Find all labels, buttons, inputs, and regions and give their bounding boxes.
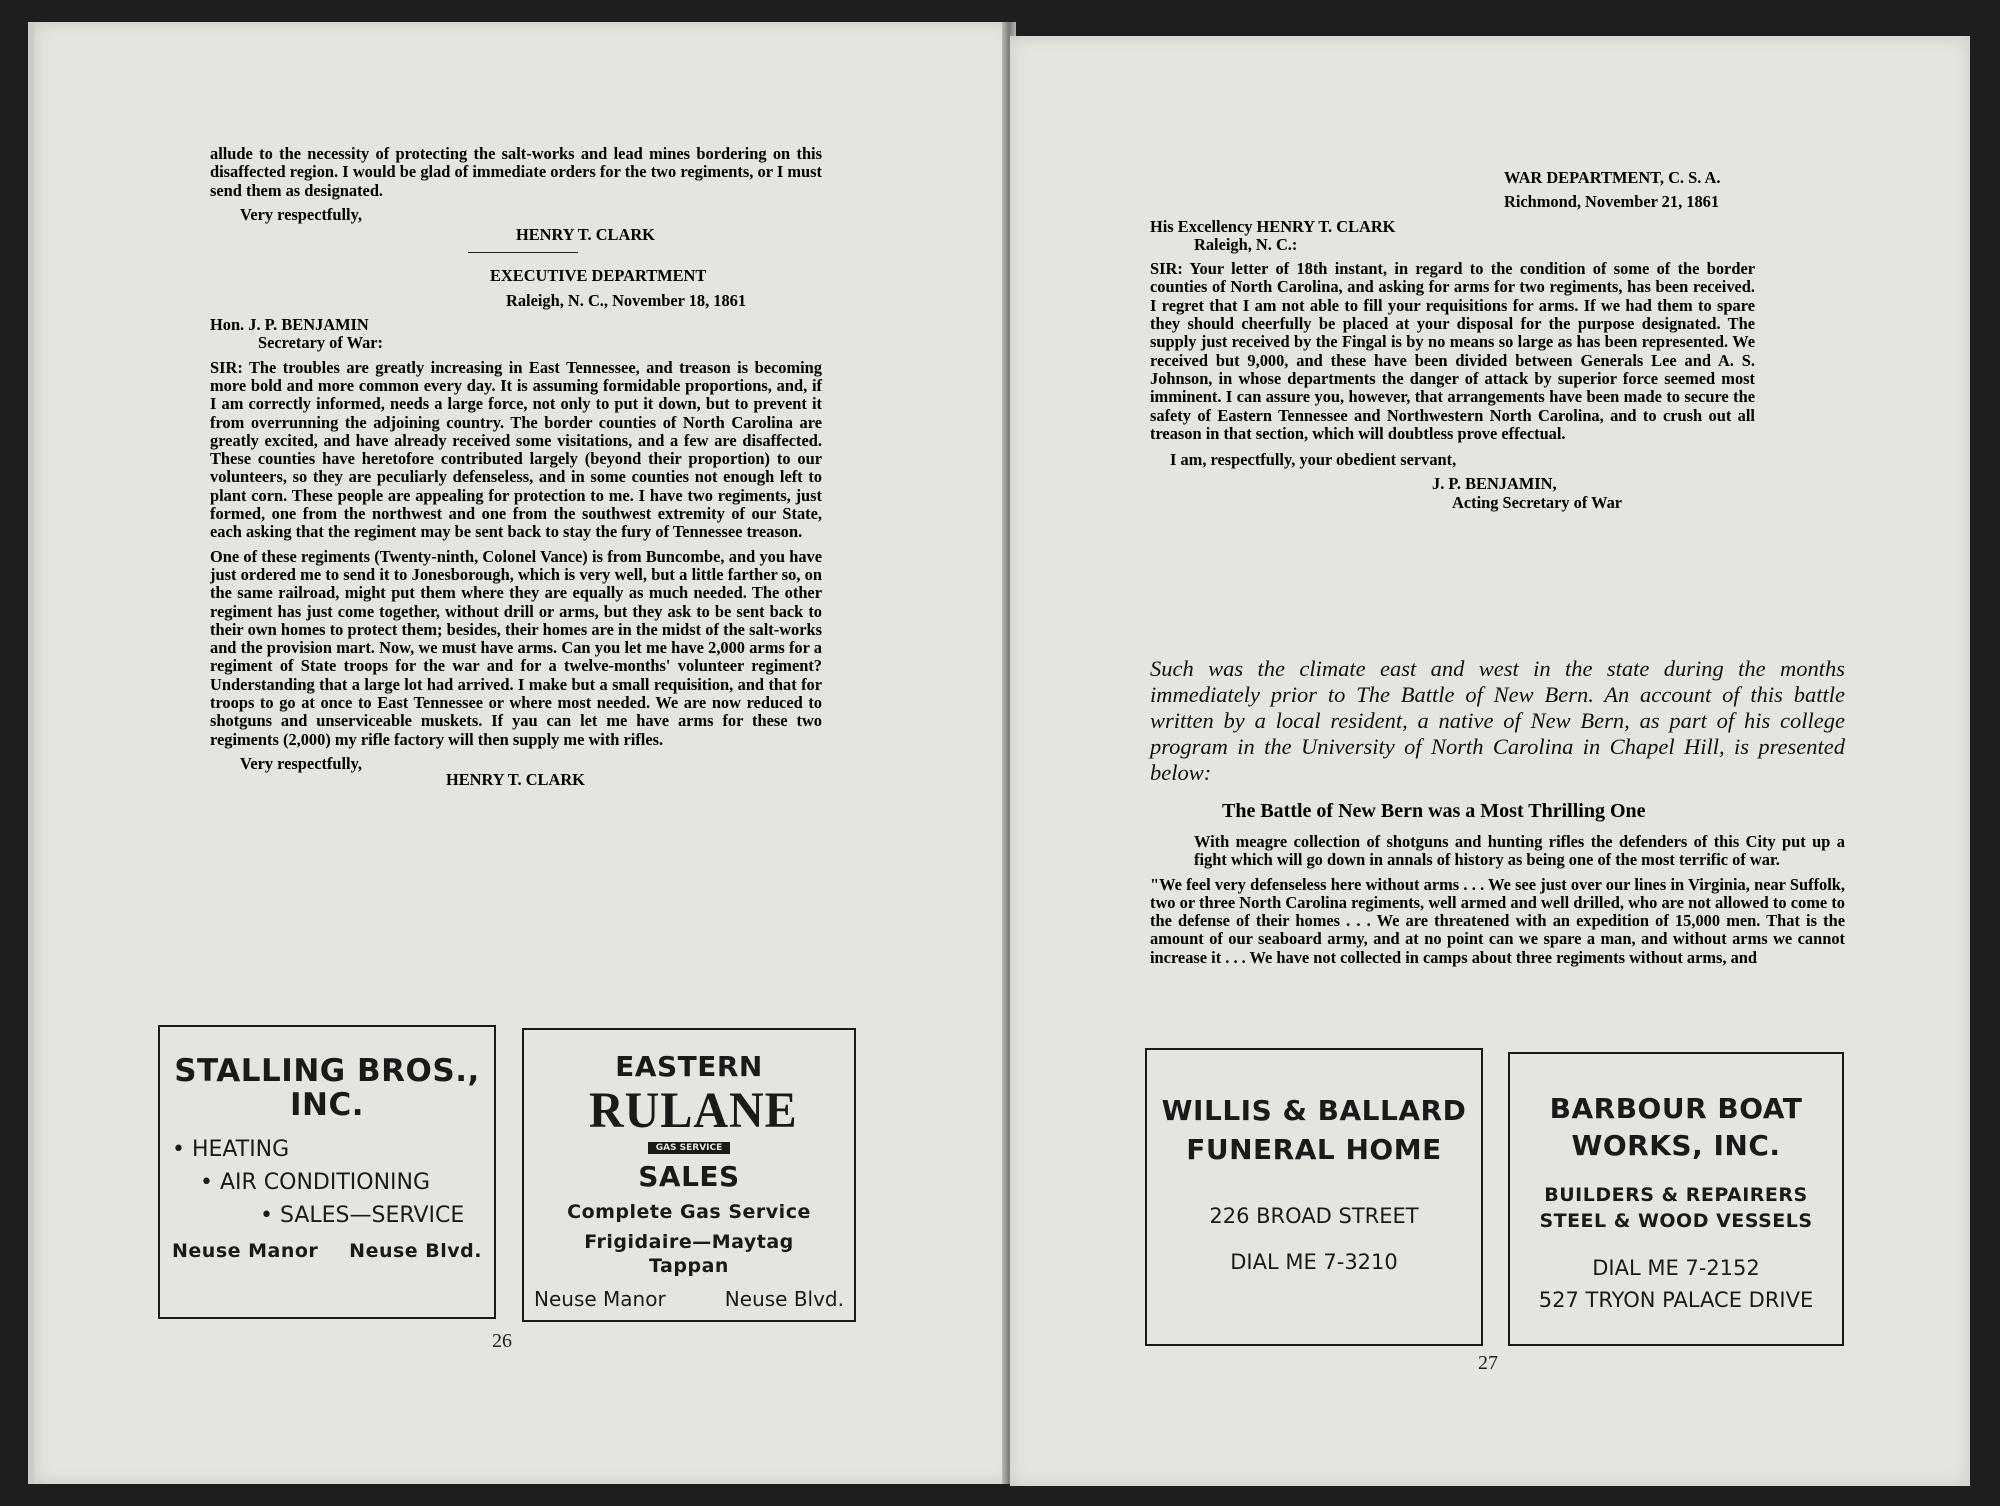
ad-item: • HEATING [172, 1137, 290, 1162]
ad-title: WILLIS & BALLARD [1161, 1094, 1467, 1127]
italic-introduction: Such was the climate east and west in the state during the months immediately prior to The Battle of New Bern. An account of this battle written by a local resident, a native of New Bern, as part of his college program in the University of North Carolina in Chapel Hill, is presented below: [1150, 656, 1845, 785]
page-number-right: 27 [1478, 1352, 1498, 1374]
logo-wordmark: RULANE [589, 1082, 798, 1139]
place-date-line: Richmond, November 21, 1861 [1504, 192, 1720, 212]
ad-line: Frigidaire—Maytag [584, 1231, 794, 1253]
left-text-column [210, 145, 822, 796]
ad-phone: DIAL ME 7-3210 [1230, 1250, 1398, 1274]
ad-line: Complete Gas Service [567, 1201, 811, 1223]
ad-title: STALLING BROS., [174, 1053, 480, 1089]
department-heading: WAR DEPARTMENT, C. S. A. [1504, 168, 1721, 187]
letter-paragraph: One of these regiments (Twenty-ninth, Colonel Vance) is from Buncombe, and you have just ordered me to send it to Jonesborough, which is very well, but a little farther so, on the same railroad, might put them where they are equally as much needed. The other regiment has just come together, without drill or arms, but they ask to be sent back to their own homes to protect them; besides, their homes are in the midst of the salt-works and the provision mart. Now, we must have arms. Can you let me have 2,000 arms for a regiment of State troops for the war and for a twelve-months' volunteer regiment? Understanding that a large lot had arrived. I make but a small requisition, and that for troops to go at once to East Tennessee or where most needed. We are now reduced to shotguns and unserviceable muskets. If yau can let me have arms for these two regiments (2,000) my rifle factory will then supply me with rifles. [210, 546, 822, 749]
divider-rule [468, 252, 578, 253]
ad-location: Neuse Blvd. [724, 1287, 844, 1311]
addressee-title: Secretary of War: [258, 333, 384, 353]
ad-title: FUNERAL HOME [1186, 1133, 1442, 1166]
letter-paragraph: SIR: The troubles are greatly increasing in East Tennessee, and treason is becoming more bold and more common every day. It is assuming formidable proportions, and, if I am correctly informed, needs a large force, not only to put it down, but to prevent it from overrunning the adjoining country. The border counties of North Carolina are greatly excited, and have already received some visitations, and a few are disaffected. These counties have heretofore contributed largely (beyond their proportion) to our volunteers, so they are peculiarly defenseless, and in some counties not enough left to plant corn. These people are appealing for protection to me. I have two regiments, just formed, one from the northwest and one from the southwest extremity of our State, each asking that the regiment may be sent back to stay the fury of Tennessee treason. [210, 357, 822, 542]
ad-stalling-bros [158, 1025, 496, 1319]
signature: HENRY T. CLARK [516, 225, 655, 245]
ad-address: 527 TRYON PALACE DRIVE [1538, 1288, 1814, 1312]
ad-barbour-boat [1508, 1052, 1844, 1346]
place-date-line: Raleigh, N. C., November 18, 1861 [506, 290, 747, 310]
logo-subtext: GAS SERVICE [648, 1142, 731, 1154]
addressee: Hon. J. P. BENJAMIN [210, 315, 369, 335]
signer-title: Acting Secretary of War [1452, 492, 1623, 512]
ad-willis-ballard [1145, 1048, 1483, 1346]
article-heading: The Battle of New Bern was a Most Thrilling One [1222, 800, 1646, 822]
right-text-column [1150, 165, 1846, 518]
closing-line: Very respectfully, [240, 753, 362, 773]
ad-title: INC. [289, 1087, 364, 1123]
ad-phone: DIAL ME 7-2152 [1592, 1256, 1760, 1280]
ad-item: • AIR CONDITIONING [200, 1170, 431, 1195]
intro-paragraph: allude to the necessity of protecting the salt-works and lead mines bordering on this disaffected region. I would be glad of immediate orders for the two regiments, or I must send them as designated. [210, 144, 822, 200]
ad-eastern-rulane [522, 1028, 856, 1322]
ad-line: BUILDERS & REPAIRERS [1544, 1184, 1808, 1206]
signature: HENRY T. CLARK [446, 770, 585, 790]
ad-subtitle: SALES [638, 1160, 740, 1193]
letter-paragraph: SIR: Your letter of 18th instant, in regard to the condition of some of the border counties of North Carolina, and asking for arms for two regiments, has been received. I regret that I am not able to fill your requisitions for arms. If we had them to spare they should cheerfully be placed at your disposal for the purpose designated. The supply just received by the Fingal is by no means so large as has been represented. We received but 9,000, and these have been divided between Generals Lee and A. S. Johnson, in whose departments the danger of attack by superior force seemed most imminent. I can assure you, however, that arrangements have been made to secure the safety of Eastern Tennessee and Northwestern North Carolina, and to crush out all treason in that section, which will doubtless prove effectual. [1150, 259, 1755, 443]
addressee-place: Raleigh, N. C.: [1194, 234, 1298, 254]
signature: J. P. BENJAMIN, [1432, 474, 1557, 494]
ad-title: WORKS, INC. [1571, 1129, 1781, 1162]
addressee: His Excellency HENRY T. CLARK [1150, 216, 1396, 236]
department-heading: EXECUTIVE DEPARTMENT [490, 266, 707, 286]
closing-line: Very respectfully, [240, 204, 362, 224]
ad-location: Neuse Manor [172, 1240, 319, 1262]
ad-line: STEEL & WOOD VESSELS [1539, 1210, 1813, 1232]
page-number-left: 26 [492, 1330, 512, 1352]
ad-address: 226 BROAD STREET [1209, 1204, 1419, 1228]
ad-location: Neuse Blvd. [349, 1240, 482, 1262]
article-paragraph: With meagre collection of shotguns and hunting rifles the defenders of this City put up a fight which will go down in annals of history as being one of the most terrific of war. [1194, 832, 1845, 870]
rulane-logo [589, 1082, 798, 1154]
ad-title: EASTERN [615, 1050, 763, 1083]
ad-line: Tappan [649, 1255, 729, 1277]
article-paragraph: "We feel very defenseless here without arms . . . We see just over our lines in Virginia, near Suffolk, two or three North Carolina regiments, well armed and well drilled, who are not allowed to come to the defense of their homes . . . We are threatened with an expedition of 15,000 men. That is the amount of our seaboard army, and at no point can we spare a man, and without arms we cannot increase it . . . We have not collected in camps about three regiments without arms, and [1150, 874, 1845, 967]
ad-location: Neuse Manor [534, 1287, 666, 1311]
ad-title: BARBOUR BOAT [1549, 1092, 1803, 1125]
closing-line: I am, respectfully, your obedient servant, [1170, 450, 1457, 470]
ad-item: • SALES—SERVICE [260, 1203, 465, 1228]
